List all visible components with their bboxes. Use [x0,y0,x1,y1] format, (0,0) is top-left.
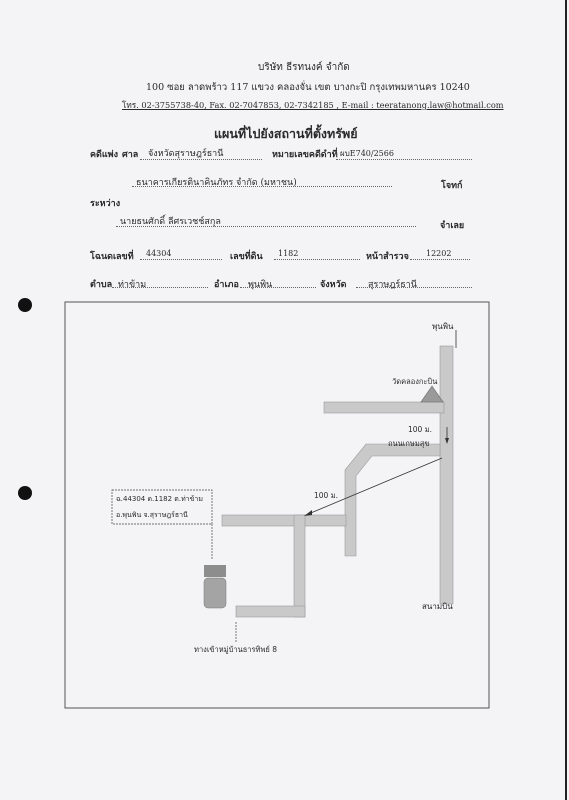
distance-arrow [306,458,442,515]
subdistrict-label: ตำบล [90,280,113,290]
company-name: บริษัท ธีรทนงค์ จำกัด [258,62,350,73]
case-type-label: คดีแพ่ง [90,150,118,160]
entrance-label: ทางเข้าหมู่บ้านธารทิพย์ 8 [194,645,277,654]
company-address: 100 ซอย ลาดพร้าว 117 แขวง คลองจั่น เขต บางกะปิ กรุงเทพมหานคร 10240 [146,82,470,93]
distance-label-property: 100 ม. [314,491,339,500]
property-label-line2: อ.พุนพิน จ.สุราษฎร์ธานี [116,511,188,519]
between-label: ระหว่าง [90,199,121,209]
distance-label-temple: 100 ม. [408,425,433,434]
deed-no-label: โฉนดเลขที่ [90,252,134,262]
page-title: แผนที่ไปยังสถานที่ตั้งทรัพย์ [214,126,358,141]
temple-label: วัดคลองกะบิน [392,377,438,386]
defendant-name: นายธนศักดิ์ ลีศรเวชช์สกุล [120,217,221,227]
plaintiff-role: โจทก์ [441,181,463,191]
province-label: จังหวัด [320,280,347,290]
land-no-value: 1182 [278,249,299,258]
middle-road [222,515,346,526]
subdistrict-value: ท่าข้าม [118,280,147,290]
main-road-vertical [440,346,453,604]
south-label: สนามบิน [422,602,453,611]
court-label: ศาล [122,150,139,160]
land-no-label: เลขที่ดิน [230,252,263,262]
black-case-no-value: ผบE740/2566 [340,149,394,158]
survey-label: หน้าสำรวจ [366,252,409,262]
map-frame [65,302,489,708]
court-value: จังหวัดสุราษฎร์ธานี [148,149,224,159]
district-value: พุนพิน [248,280,273,290]
deed-no-value: 44304 [146,249,172,258]
black-case-no-label: หมายเลขคดีดำที่ [272,150,338,160]
plaintiff-name: ธนาคารเกียรตินาคินภัทร จำกัด (มหาชน) [136,178,297,188]
province-value: สุราษฎร์ธานี [368,280,417,290]
company-contact: โทร. 02-3755738-40, Fax. 02-7047853, 02-7342185 , E-mail : teeratanong.law@hotmail.com [122,100,504,110]
road-name-label: ถนนเกษมสุข [388,439,430,448]
property-house [204,565,226,577]
side-road-curve [345,444,440,556]
north-label: พุนพิน [432,322,454,331]
property-plot [204,578,226,608]
temple-road [324,402,444,413]
bottom-road [236,606,305,617]
defendant-role: จำเลย [440,221,465,231]
lower-road-vertical [294,515,305,617]
property-label-line1: ฉ.44304 ด.1182 ต.ท่าข้าม [116,495,203,503]
survey-value: 12202 [426,249,452,258]
district-label: อำเภอ [214,280,239,290]
